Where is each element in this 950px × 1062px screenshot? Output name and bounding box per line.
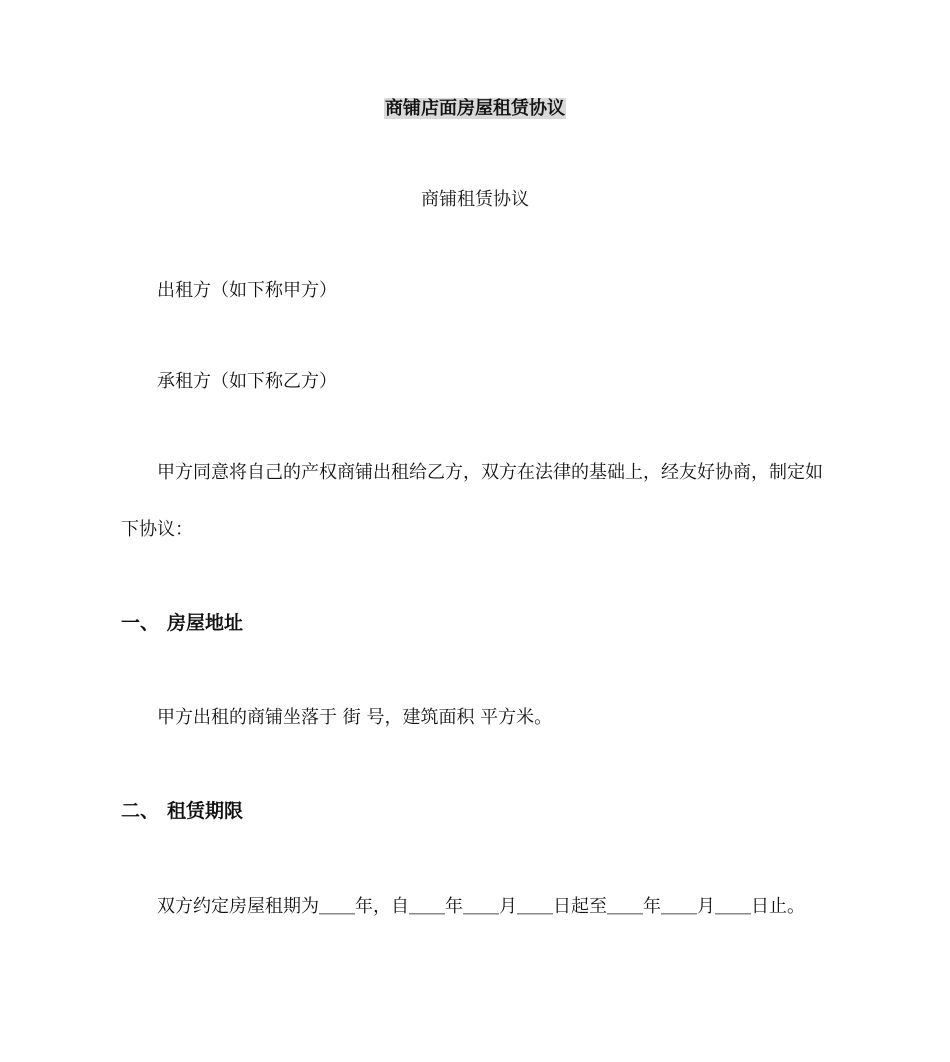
section-heading-address [121,611,243,635]
document-title-text: 商铺店面房屋租赁协议 [385,98,565,119]
section-body-address: 甲方出租的商铺坐落于 街 号，建筑面积 平方米。 [157,707,553,728]
section-number: 一、 [121,612,160,634]
document-title [0,97,950,121]
lessee-line: 承租方（如下称乙方） [157,371,337,392]
section-number: 二、 [121,800,160,822]
section-heading-term [121,799,243,823]
intro-paragraph-line-2: 下协议： [121,519,193,540]
lessor-line: 出租方（如下称甲方） [157,280,337,301]
section-title: 租赁期限 [167,800,244,822]
document-subtitle: 商铺租赁协议 [421,189,529,210]
section-title: 房屋地址 [167,612,244,634]
section-body-term: 双方约定房屋租期为＿＿年，自＿＿年＿＿月＿＿日起至＿＿年＿＿月＿＿日止。 [157,896,805,917]
intro-paragraph-line-1: 甲方同意将自己的产权商铺出租给乙方，双方在法律的基础上，经友好协商，制定如 [157,462,823,483]
